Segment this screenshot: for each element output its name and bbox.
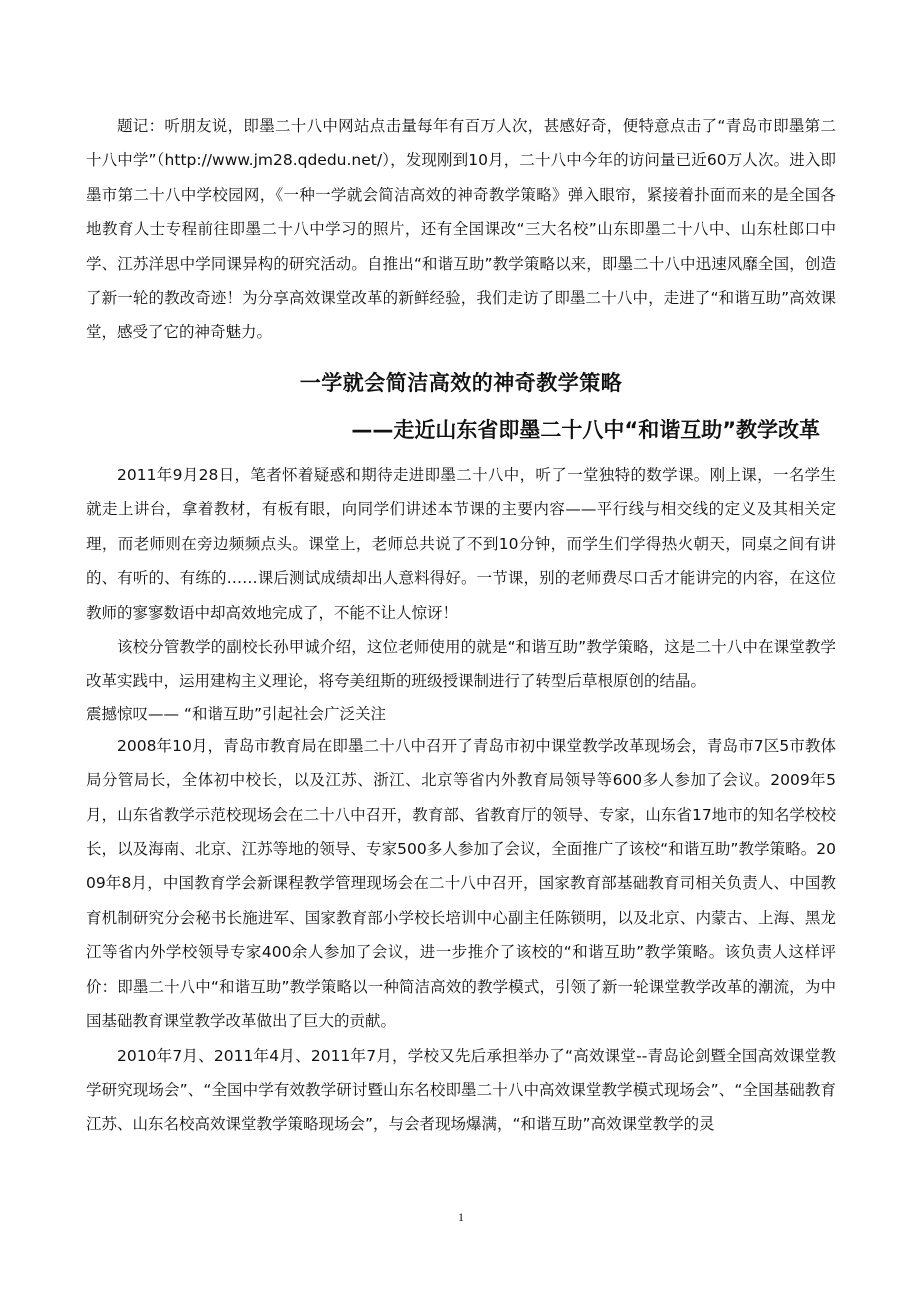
intro-paragraph: 题记：听朋友说，即墨二十八中网站点击量每年有百万人次，甚感好奇，便特意点击了“青岛市即墨第二十八中学”（http://www.jm28.qdedu.net/），发现刚到10月，二十八中今年的访问量已近60万人次。进入即墨市第二十八中学校园网，《一种一学就会简洁高效的神奇教学策略》弹入眼帘，紧接着扑面而来的是全国各地教育人士专程前往即墨二十八中学习的照片，还有全国课改“三大名校”山东即墨二十八中、山东杜郎口中学、江苏洋思中学同课异构的研究活动。自推出“和谐互助”教学策略以来，即墨二十八中迅速风靡全国，创造了新一轮的教改奇迹！为分享高效课堂改革的新鲜经验，我们走访了即墨二十八中，走进了“和谐互助”高效课堂，感受了它的神奇魅力。 [86,117,836,342]
body-paragraph-1: 2011年9月28日，笔者怀着疑惑和期待走进即墨二十八中，听了一堂独特的数学课。刚上课，一名学生就走上讲台，拿着教材，有板有眼，向同学们讲述本节课的主要内容——平行线与相交线的定义及其相关定理，而老师则在旁边频频点头。课堂上，老师总共说了不到10分钟，而学生们学得热火朝天，同桌之间有讲的、有听的、有练的……课后测试成绩却出人意料得好。一节课，别的老师费尽口舌才能讲完的内容，在这位教师的寥寥数语中却高效地完成了，不能不让人惊讶！ [86,466,836,622]
section-heading: 震撼惊叹—— “和谐互助”引起社会广泛关注 [86,704,386,723]
article-subtitle: ——走近山东省即墨二十八中“和谐互助”教学改革 [351,418,820,442]
body-paragraph-4: 2010年7月、2011年4月、2011年7月，学校又先后承担举办了“高效课堂--青岛论剑暨全国高效课堂教学研究现场会”、“全国中学有效教学研讨暨山东名校即墨二十八中高效课堂教学模式现场会”、“全国基础教育江苏、山东名校高效课堂教学策略现场会”，与会者现场爆满，“和谐互助”高效课堂教学的灵 [86,1046,836,1134]
document-page [86,0,836,1302]
page-number: 1 [458,1210,464,1224]
article-title: 一学就会简洁高效的神奇教学策略 [299,371,623,395]
body-paragraph-3: 2008年10月，青岛市教育局在即墨二十八中召开了青岛市初中课堂教学改革现场会，青岛市7区5市教体局分管局长，全体初中校长，以及江苏、浙江、北京等省内外教育局领导等600多人参加了会议。2009年5月，山东省教学示范校现场会在二十八中召开，教育部、省教育厅的领导、专家，山东省17地市的知名学校校长，以及海南、北京、江苏等地的领导、专家500多人参加了会议，全面推广了该校“和谐互助”教学策略。2009年8月，中国教育学会新课程教学管理现场会在二十八中召开，国家教育部基础教育司相关负责人、中国教育机制研究分会秘书长施进军、国家教育部小学校长培训中心副主任陈锁明，以及北京、内蒙古、上海、黑龙江等省内外学校领导专家400余人参加了会议，进一步推介了该校的“和谐互助”教学策略。该负责人这样评价：即墨二十八中“和谐互助”教学策略以一种简洁高效的教学模式，引领了新一轮课堂教学改革的潮流，为中国基础教育课堂教学改革做出了巨大的贡献。 [86,736,836,1031]
article-body [86,458,836,1142]
body-paragraph-2: 该校分管教学的副校长孙甲诚介绍，这位老师使用的就是“和谐互助”教学策略，这是二十八中在课堂教学改革实践中，运用建构主义理论，将夸美纽斯的班级授课制进行了转型后草根原创的结晶。 [86,638,836,691]
